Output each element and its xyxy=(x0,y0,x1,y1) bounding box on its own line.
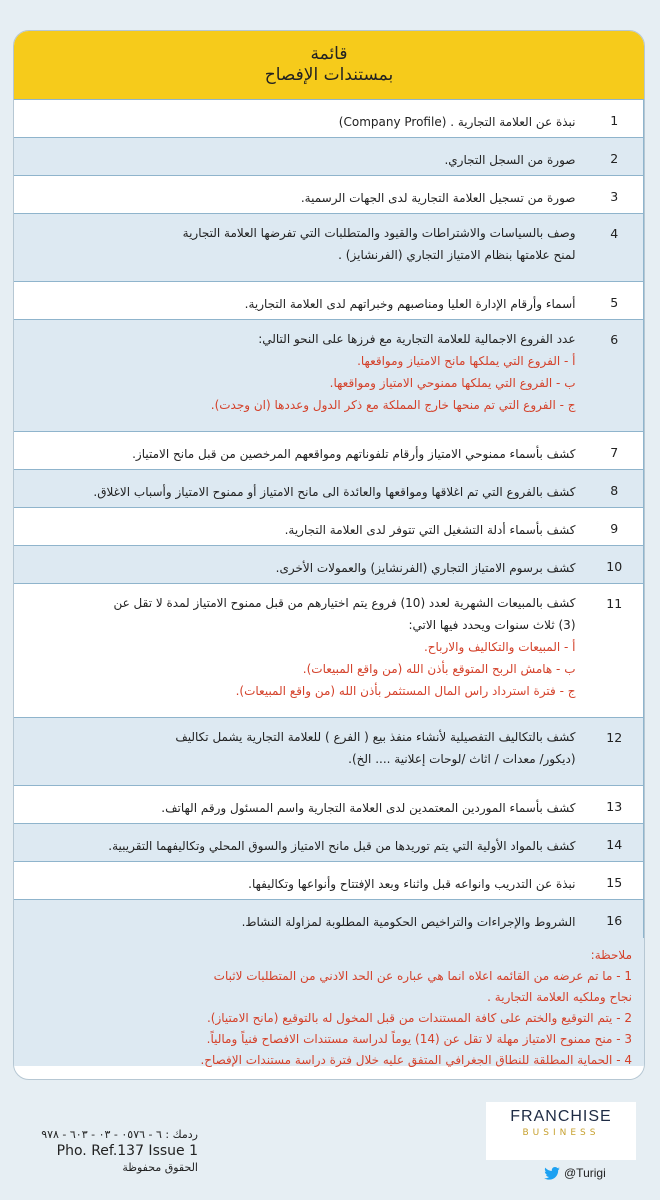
note-line: نجاح وملكيه العلامة التجارية . xyxy=(487,989,632,1004)
table-row xyxy=(14,432,644,470)
twitter-icon xyxy=(544,1167,560,1180)
table-row xyxy=(14,282,644,320)
item-line: كشف بالمواد الأولية التي يتم توريدها من قبل مانح الامتياز والسوق المحلي وتكاليفهما التقريبية. xyxy=(108,839,576,853)
item-number: 12 xyxy=(586,718,644,786)
note-line: 2 - يتم التوقيع والختم على كافة المستندات من قبل المخول له بالتوقيع (مانح الامتياز). xyxy=(206,1010,632,1025)
table-row xyxy=(14,100,644,138)
item-description xyxy=(14,138,586,176)
item-line: كشف بأسماء الموردين المعتمدين لدى العلامة التجارية واسم المسئول ورقم الهاتف. xyxy=(161,801,576,815)
twitter-handle[interactable] xyxy=(544,1166,606,1180)
item-line: (3) ثلاث سنوات ويحدد فيها الاتي: xyxy=(408,618,576,632)
item-number: 7 xyxy=(586,432,644,470)
item-number: 11 xyxy=(586,584,644,718)
item-number: 15 xyxy=(586,862,644,900)
title-line-2: بمستندات الإفصاح xyxy=(264,65,394,85)
item-line: ب - هامش الربح المتوقع بأذن الله (من واقع المبيعات). xyxy=(302,662,576,676)
table-row xyxy=(14,320,644,432)
isbn-text: ردمك : ٦ - ٠٥٧٦ - ٠٣ - ٦٠٣ - ٩٧٨ xyxy=(41,1128,198,1141)
logo-brand: FRANCHISE xyxy=(510,1108,612,1125)
logo-sub: BUSINESS xyxy=(522,1128,600,1138)
item-description xyxy=(14,282,586,320)
title-line-1: قائمة xyxy=(310,43,348,64)
item-number: 14 xyxy=(586,824,644,862)
item-description xyxy=(14,320,586,432)
item-number: 13 xyxy=(586,786,644,824)
table-row xyxy=(14,214,644,282)
table-row xyxy=(14,176,644,214)
footer-reference xyxy=(18,1128,198,1174)
item-line: (ديكور/ معدات / اثاث /لوحات إعلانية .... الخ). xyxy=(348,752,576,766)
item-number: 6 xyxy=(586,320,644,432)
item-description xyxy=(14,718,586,786)
item-description xyxy=(14,786,586,824)
table-row xyxy=(14,508,644,546)
item-description xyxy=(14,470,586,508)
item-line: كشف بأسماء ممنوحي الامتياز وأرقام تلفوناتهم ومواقعهم المرخصين من قبل مانح الامتياز. xyxy=(132,447,576,461)
handle-text: @Turigi xyxy=(564,1166,606,1180)
franchise-business-logo xyxy=(486,1102,636,1160)
note-line: 1 - ما تم عرضه من القائمه اعلاه انما هي عباره عن الحد الادني من المتطلبات لاثبات xyxy=(213,968,632,983)
table-row xyxy=(14,138,644,176)
note-line: 3 - منح ممنوح الامتياز مهلة لا تقل عن (14) يوماً لدراسة مستندات الافصاح فنياً ومالياً. xyxy=(206,1031,632,1046)
item-line: كشف بالفروع التي تم اغلاقها ومواقعها والعائدة الى مانح الامتياز أو ممنوح الامتياز وأسباب الاغلاق. xyxy=(93,485,576,499)
item-number: 16 xyxy=(586,900,644,938)
item-description xyxy=(14,176,586,214)
item-number: 4 xyxy=(586,214,644,282)
item-number: 9 xyxy=(586,508,644,546)
item-number: 8 xyxy=(586,470,644,508)
item-line: أسماء وأرقام الإدارة العليا ومناصبهم وخبراتهم لدى العلامة التجارية. xyxy=(244,297,576,311)
note-line: 4 - الحماية المطلقة للنطاق الجغرافي المتفق عليه خلال فترة دراسة مستندات الإفصاح. xyxy=(200,1052,632,1067)
item-description xyxy=(14,432,586,470)
rights-text: الحقوق محفوظة xyxy=(122,1161,198,1174)
table-row xyxy=(14,862,644,900)
item-line: كشف بالتكاليف التفصيلية لأنشاء منفذ بيع ( الفرع ) للعلامة التجارية يشمل تكاليف xyxy=(175,730,576,744)
item-line: أ - الفروع التي يملكها مانح الامتياز ومواقعها. xyxy=(357,354,576,368)
table-row xyxy=(14,470,644,508)
item-line: صورة من السجل التجاري. xyxy=(444,153,576,167)
item-description xyxy=(14,546,586,584)
item-number: 10 xyxy=(586,546,644,584)
item-description xyxy=(14,900,586,938)
item-line: ب - الفروع التي يملكها ممنوحي الامتياز ومواقعها. xyxy=(329,376,576,390)
item-line: لمنح علامتها بنظام الامتياز التجاري (الفرنشايز) . xyxy=(338,248,576,262)
notes-section xyxy=(14,938,644,1066)
table-row xyxy=(14,824,644,862)
table-row xyxy=(14,900,644,938)
item-line: نبذة عن العلامة التجارية . (Company Profile) xyxy=(338,115,576,129)
title-bar xyxy=(14,31,644,99)
table-row xyxy=(14,718,644,786)
reference-text: Pho. Ref.137 Issue 1 xyxy=(56,1143,198,1159)
table-row xyxy=(14,786,644,824)
item-line: كشف بأسماء أدلة التشغيل التي تتوفر لدى العلامة التجارية. xyxy=(284,523,576,537)
item-line: كشف بالمبيعات الشهرية لعدد (10) فروع يتم اختيارهم من قبل ممنوح الامتياز لمدة لا تقل عن xyxy=(113,596,576,610)
documents-table xyxy=(14,99,644,938)
item-line: صورة من تسجيل العلامة التجارية لدى الجهات الرسمية. xyxy=(300,191,576,205)
item-description xyxy=(14,824,586,862)
item-line: عدد الفروع الاجمالية للعلامة التجارية مع فرزها على النحو التالي: xyxy=(258,332,576,346)
item-description xyxy=(14,100,586,138)
item-line: ج - فترة استرداد راس المال المستثمر بأذن الله (من واقع المبيعات). xyxy=(235,684,576,698)
item-line: الشروط والإجراءات والتراخيص الحكومية المطلوبة لمزاولة النشاط. xyxy=(241,915,576,929)
item-number: 3 xyxy=(586,176,644,214)
table-row xyxy=(14,546,644,584)
item-description xyxy=(14,862,586,900)
item-number: 2 xyxy=(586,138,644,176)
item-description xyxy=(14,214,586,282)
disclosure-sheet xyxy=(13,30,645,1080)
item-description xyxy=(14,508,586,546)
item-number: 1 xyxy=(586,100,644,138)
item-line: وصف بالسياسات والاشتراطات والقيود والمتطلبات التي تفرضها العلامة التجارية xyxy=(182,226,576,240)
item-line: كشف برسوم الامتياز التجاري (الفرنشايز) والعمولات الأخرى. xyxy=(275,561,576,575)
notes-heading: ملاحظة: xyxy=(590,947,632,962)
item-description xyxy=(14,584,586,718)
item-line: نبذة عن التدريب وانواعه قبل واثناء وبعد الإفتتاح وأنواعها وتكاليفها. xyxy=(248,877,576,891)
item-line: أ - المبيعات والتكاليف والارباح. xyxy=(423,640,576,654)
item-line: ج - الفروع التي تم منحها خارج المملكة مع ذكر الدول وعددها (ان وجدت). xyxy=(210,398,576,412)
table-row xyxy=(14,584,644,718)
item-number: 5 xyxy=(586,282,644,320)
